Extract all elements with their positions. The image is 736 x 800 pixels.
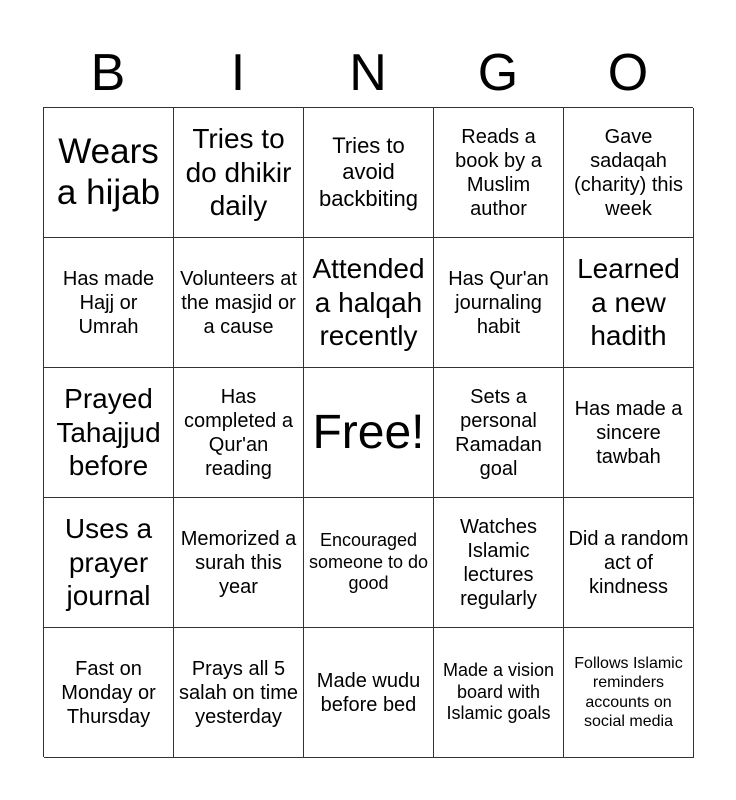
cell-text: Reads a book by a Muslim author xyxy=(455,125,542,220)
bingo-cell[interactable] xyxy=(564,238,694,368)
bingo-cell[interactable] xyxy=(174,238,304,368)
bingo-cell[interactable] xyxy=(174,628,304,758)
cell-text: Made a vision board with Islamic goals xyxy=(442,660,555,724)
bingo-cell[interactable] xyxy=(564,368,694,498)
bingo-cell[interactable] xyxy=(44,498,174,628)
cell-text: Fast on Monday or Thursday xyxy=(61,657,156,728)
bingo-cell[interactable] xyxy=(434,368,564,498)
bingo-cell[interactable] xyxy=(44,628,174,758)
bingo-cell[interactable] xyxy=(434,628,564,758)
cell-text: Memorized a surah this year xyxy=(180,527,297,598)
bingo-cell[interactable] xyxy=(434,108,564,238)
cell-text: Made wudu before bed xyxy=(316,669,421,716)
bingo-cell[interactable] xyxy=(564,498,694,628)
cell-text: Has made a sincere tawbah xyxy=(574,397,683,468)
header-letter-i: I xyxy=(230,44,246,102)
bingo-cell[interactable] xyxy=(434,498,564,628)
header-letter-g: G xyxy=(477,44,519,102)
cell-text: Learned a new hadith xyxy=(577,253,680,352)
cell-text: Tries to do dhikir daily xyxy=(185,123,292,222)
cell-text: Follows Islamic reminders accounts on social media xyxy=(574,655,683,730)
bingo-cell[interactable] xyxy=(174,368,304,498)
cell-text: Prays all 5 salah on time yesterday xyxy=(179,657,298,728)
cell-text: Encouraged someone to do good xyxy=(308,530,429,594)
cell-text: Sets a personal Ramadan goal xyxy=(455,385,542,480)
cell-text: Did a random act of kindness xyxy=(568,527,689,598)
bingo-cell[interactable] xyxy=(304,498,434,628)
cell-text: Has Qur'an journaling habit xyxy=(448,267,549,338)
cell-text: Prayed Tahajjud before xyxy=(56,383,161,482)
cell-text: Tries to avoid backbiting xyxy=(318,132,419,211)
bingo-cell[interactable] xyxy=(564,628,694,758)
bingo-cell[interactable] xyxy=(44,238,174,368)
header-letter-o: O xyxy=(607,44,649,102)
bingo-cell[interactable] xyxy=(564,108,694,238)
header-letter-n: N xyxy=(349,44,387,102)
header-letter-b: B xyxy=(90,44,126,102)
cell-text: Volunteers at the masjid or a cause xyxy=(180,267,297,338)
bingo-cell[interactable] xyxy=(304,238,434,368)
bingo-cell[interactable] xyxy=(304,108,434,238)
cell-text: Gave sadaqah (charity) this week xyxy=(574,125,683,220)
cell-text: Has completed a Qur'an reading xyxy=(184,385,293,480)
bingo-cell[interactable] xyxy=(44,108,174,238)
bingo-card-grid xyxy=(43,107,693,757)
bingo-cell[interactable] xyxy=(44,368,174,498)
cell-text: Uses a prayer journal xyxy=(64,513,153,612)
bingo-cell[interactable] xyxy=(174,108,304,238)
bingo-header xyxy=(43,40,693,106)
free-space-text: Free! xyxy=(312,405,425,459)
free-space[interactable] xyxy=(304,368,434,498)
cell-text: Watches Islamic lectures regularly xyxy=(459,515,538,610)
cell-text: Has made Hajj or Umrah xyxy=(62,267,155,338)
bingo-cell[interactable] xyxy=(434,238,564,368)
cell-text: Attended a halqah recently xyxy=(312,253,425,352)
bingo-cell[interactable] xyxy=(174,498,304,628)
bingo-cell[interactable] xyxy=(304,628,434,758)
cell-text: Wears a hijab xyxy=(56,132,161,212)
